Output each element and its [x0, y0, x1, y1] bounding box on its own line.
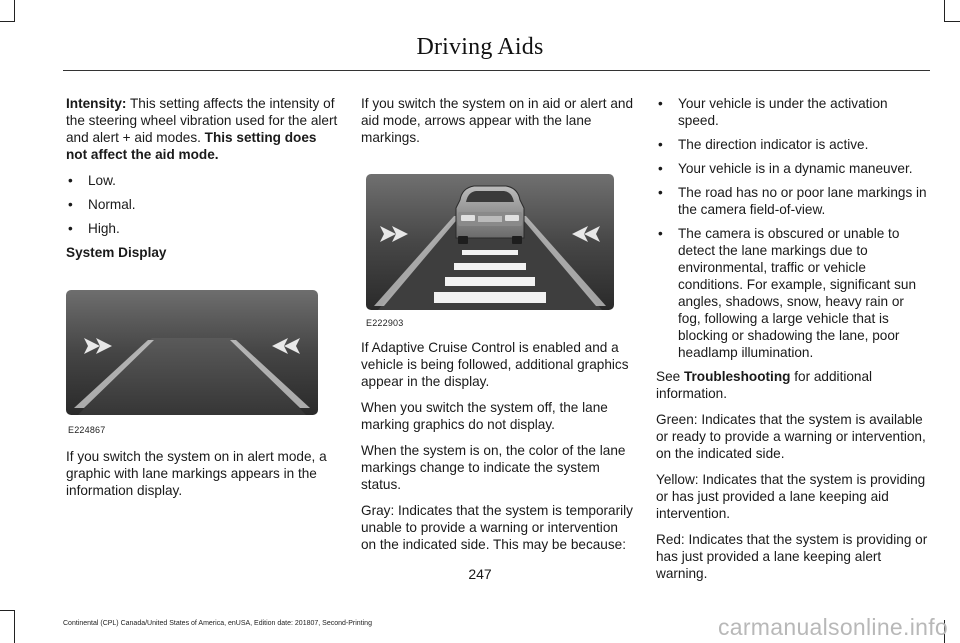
bullet-icon: • — [658, 185, 663, 200]
alert-mode-display-figure — [66, 290, 318, 415]
bullet-icon: • — [68, 173, 73, 188]
system-off-paragraph: When you switch the system off, the lane marking graphics do not display. — [361, 400, 608, 432]
list-item-text: Your vehicle is in a dynamic maneuver. — [678, 161, 913, 176]
acc-paragraph: If Adaptive Cruise Control is enabled and a vehicle is being followed, additional graphics appear in the display. — [361, 340, 629, 389]
green-status-paragraph: Green: Indicates that the system is available or ready to provide a warning or intervention, on the indicated side. — [656, 412, 926, 461]
list-item-text: Low. — [88, 173, 116, 188]
list-item-text: The road has no or poor lane markings in the camera field-of-view. — [678, 185, 927, 217]
list-item — [66, 196, 338, 213]
see-prefix: See — [656, 369, 684, 384]
crop-mark — [14, 610, 15, 643]
bullet-icon: • — [68, 221, 73, 236]
list-item — [656, 160, 928, 177]
list-item-text: Normal. — [88, 197, 136, 212]
figure-code: E224867 — [68, 425, 106, 435]
list-item — [656, 184, 928, 218]
list-item-text: High. — [88, 221, 120, 236]
crop-mark — [0, 21, 14, 22]
bullet-icon: • — [658, 161, 663, 176]
list-item — [656, 136, 928, 153]
page-title: Driving Aids — [416, 34, 544, 60]
see-suffix: for additional information. — [656, 369, 873, 401]
troubleshooting-reference: Troubleshooting — [683, 369, 791, 384]
intensity-text: This setting affects the intensity of the steering wheel vibration used for the alert and alert + aid modes. — [66, 96, 338, 145]
section-heading: System Display — [66, 245, 167, 260]
column-left-lower — [66, 448, 338, 508]
bullet-icon: • — [658, 137, 663, 152]
column-left — [66, 95, 338, 270]
list-item — [656, 95, 928, 129]
column-right — [656, 95, 928, 591]
bullet-icon: • — [658, 226, 663, 241]
alert-mode-paragraph: If you switch the system on in alert mode, a graphic with lane markings appears in the information display. — [66, 449, 327, 498]
see-troubleshooting-paragraph — [656, 368, 928, 402]
system-on-paragraph: When the system is on, the color of the lane markings change to indicate the system status. — [361, 443, 626, 492]
list-item-text: Your vehicle is under the activation speed. — [678, 96, 888, 128]
yellow-status-paragraph: Yellow: Indicates that the system is providing or has just provided a lane keeping aid intervention. — [656, 472, 926, 521]
list-item — [66, 220, 338, 237]
crop-mark — [0, 610, 14, 611]
column-middle-lower — [361, 339, 633, 562]
title-divider — [63, 70, 930, 71]
edition-footer: Continental (CPL) Canada/United States of America, enUSA, Edition date: 201807, Second-Printing — [63, 620, 372, 627]
list-item-text: The camera is obscured or unable to detect the lane markings due to environmental, traffic or vehicle conditions. For example, significant sun angles, shadows, snow, heavy rain or fog, following a large vehicle that is blocking or shadowing the lane, poor headlamp illumination. — [678, 226, 917, 360]
intensity-label: Intensity: — [66, 96, 127, 111]
page-number: 247 — [468, 566, 492, 582]
list-item-text: The direction indicator is active. — [678, 137, 869, 152]
crop-mark — [14, 0, 15, 22]
aid-mode-display-figure — [366, 174, 614, 310]
gray-status-paragraph: Gray: Indicates that the system is temporarily unable to provide a warning or intervention on the indicated side. This may be because: — [361, 503, 633, 552]
watermark: carmanualsonline.info — [717, 614, 948, 640]
crop-mark — [944, 0, 945, 22]
red-status-paragraph: Red: Indicates that the system is providing or has just provided a lane keeping alert warning. — [656, 532, 928, 581]
intensity-paragraph — [66, 95, 338, 163]
intensity-note: This setting does not affect the aid mode. — [66, 130, 317, 162]
bullet-icon: • — [68, 197, 73, 212]
list-item — [656, 225, 928, 361]
bullet-icon: • — [658, 96, 663, 111]
aid-mode-paragraph: If you switch the system on in aid or alert and aid mode, arrows appear with the lane markings. — [361, 96, 634, 145]
lead-vehicle-icon — [456, 186, 524, 244]
list-item — [66, 172, 338, 189]
figure-code: E222903 — [366, 318, 404, 328]
crop-mark — [945, 21, 960, 22]
column-middle — [361, 95, 633, 155]
